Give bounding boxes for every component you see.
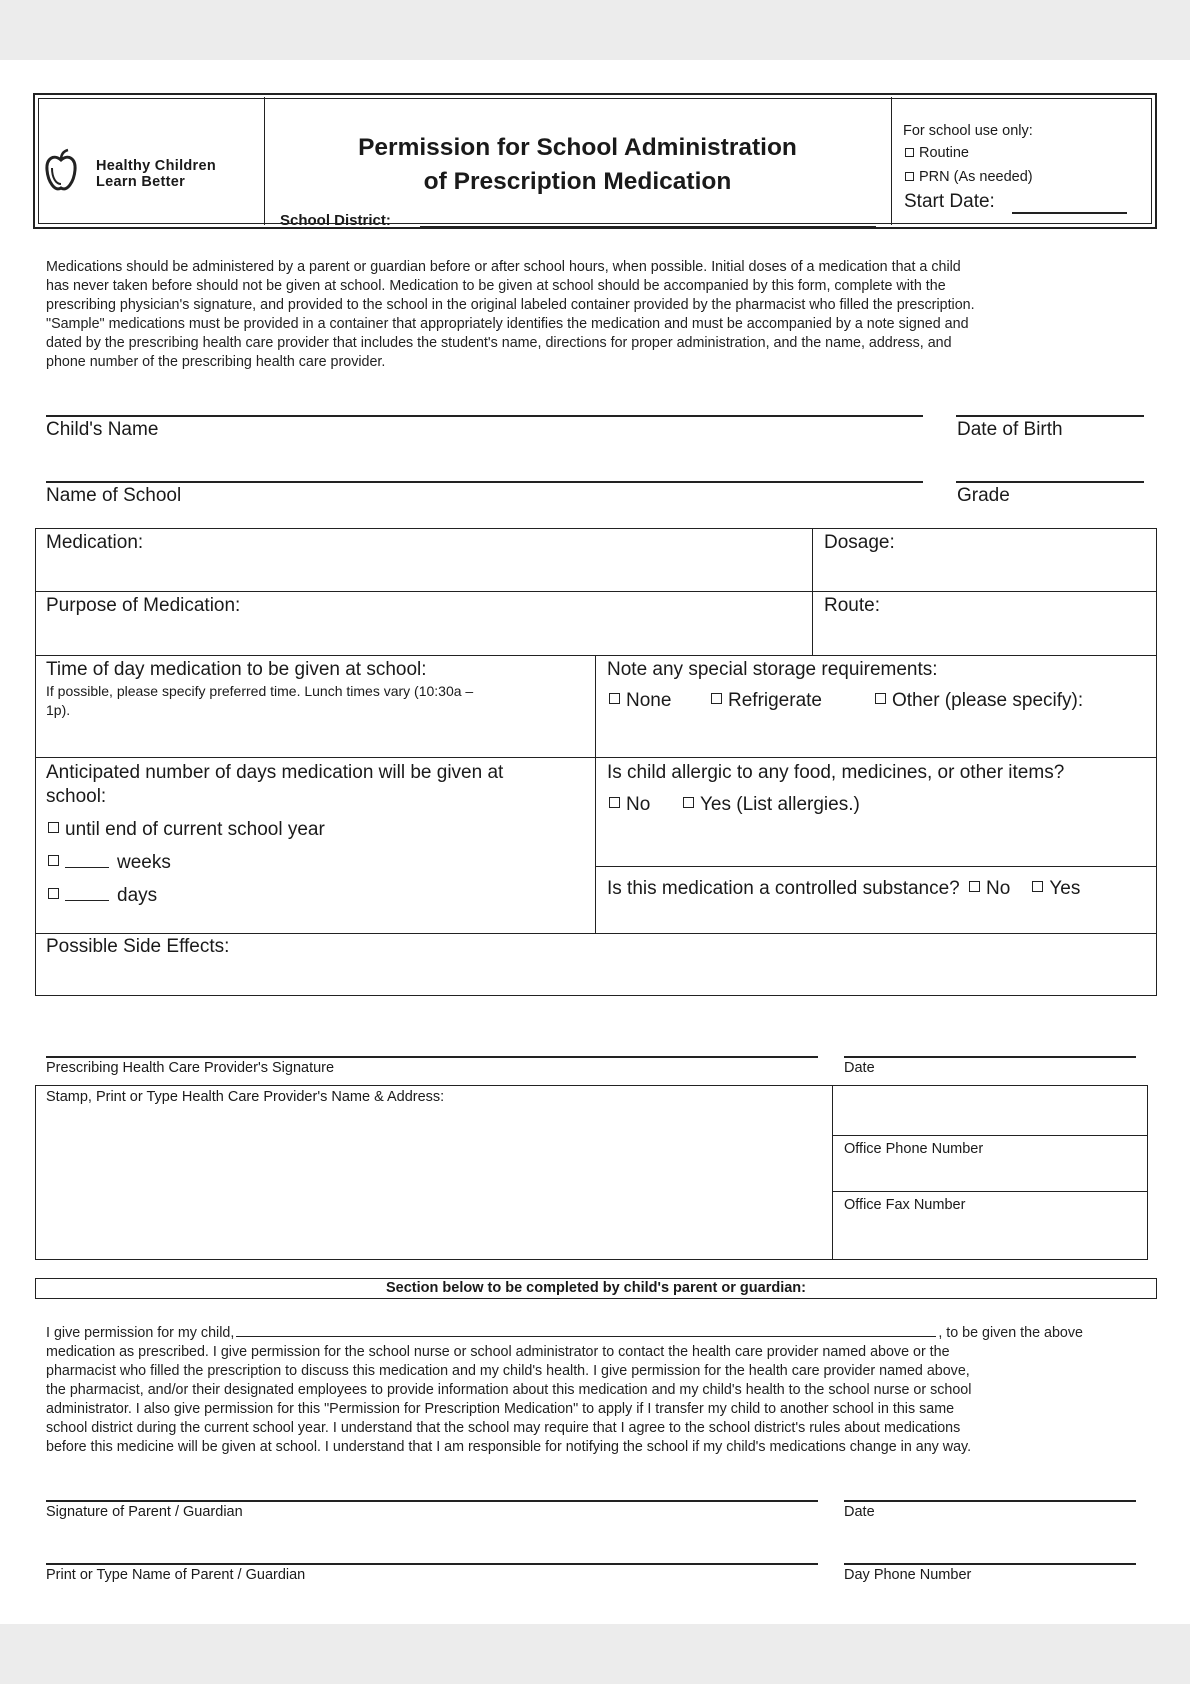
days-weeks-checkbox[interactable] [48, 855, 59, 866]
routine-checkbox[interactable] [905, 148, 914, 157]
form-page [0, 60, 1190, 1624]
guardian-signature-label: Signature of Parent / Guardian [46, 1504, 243, 1520]
logo-text-line2: Learn Better [96, 174, 186, 190]
days-label-line1: Anticipated number of days medication will be given at [46, 762, 504, 783]
controlled-yes-option[interactable]: Yes [1032, 878, 1080, 899]
dob-label: Date of Birth [957, 419, 1063, 440]
office-fax-label: Office Fax Number [844, 1197, 966, 1213]
dosage-label: Dosage: [824, 532, 895, 553]
school-name-label: Name of School [46, 485, 182, 506]
storage-refrigerate-option[interactable]: Refrigerate [711, 690, 822, 712]
controlled-no-option[interactable]: No [969, 878, 1010, 899]
prn-label: PRN (As needed) [919, 169, 1033, 185]
school-name-field[interactable] [46, 481, 923, 483]
allergy-yes-option[interactable]: Yes (List allergies.) [683, 794, 860, 816]
allergy-label: Is child allergic to any food, medicines, or other items? [607, 762, 1065, 783]
guardian-signature-field[interactable] [46, 1500, 818, 1502]
guardian-print-name-label: Print or Type Name of Parent / Guardian [46, 1567, 306, 1583]
start-date-label: Start Date: [904, 191, 995, 212]
controlled-yes-checkbox[interactable] [1032, 881, 1043, 892]
apple-logo-icon [44, 148, 78, 196]
stamp-label: Stamp, Print or Type Health Care Provider's Name & Address: [46, 1089, 445, 1105]
childs-name-field[interactable] [46, 415, 923, 417]
days-days-checkbox[interactable] [48, 888, 59, 899]
provider-signature-field[interactable] [46, 1056, 818, 1058]
storage-label: Note any special storage requirements: [607, 659, 938, 680]
perm-line: medication as prescribed. I give permission for the school nurse or school administrator to contact the health care provider named above or the [46, 1344, 950, 1360]
intro-line: has never taken before should not be given at school. Medication to be given at school should be accompanied by this form, complete with the [46, 278, 946, 294]
purpose-label: Purpose of Medication: [46, 595, 241, 616]
school-use-label: For school use only: [903, 123, 1033, 139]
allergy-yes-checkbox[interactable] [683, 797, 694, 808]
intro-line: Medications should be administered by a parent or guardian before or after school hours, when possible. Initial doses of a medication that a child [46, 259, 961, 275]
prn-checkbox[interactable] [905, 172, 914, 181]
intro-line: prescribing physician's signature, and provided to the school in the original labeled container provided by the pharmacist who filled the prescription. [46, 297, 975, 313]
allergy-no-option[interactable]: No [609, 794, 650, 816]
medication-label: Medication: [46, 532, 144, 553]
permission-paragraph [46, 1324, 1083, 1457]
controlled-label: Is this medication a controlled substance? [607, 878, 960, 899]
days-weeks-option[interactable]: weeks [48, 852, 171, 874]
side-effects-label: Possible Side Effects: [46, 936, 230, 957]
perm-line: administrator. I also give permission for this "Permission for Prescription Medication" to apply if I transfer my child to another school in this same [46, 1401, 955, 1417]
route-label: Route: [824, 595, 880, 616]
guardian-date-field[interactable] [844, 1500, 1136, 1502]
form-title-line1: Permission for School Administration [358, 134, 797, 161]
intro-line: dated by the prescribing health care provider that includes the student's name, directions for proper administration, and the name, address, and [46, 335, 952, 351]
perm-start: I give permission for my child, [46, 1325, 235, 1341]
perm-line: the pharmacist, and/or their designated employees to provide information about this medication and my child's health to the school nurse or school [46, 1382, 972, 1398]
perm-end: , to be given the above [938, 1325, 1083, 1341]
guardian-phone-field[interactable] [844, 1563, 1136, 1565]
controlled-row [607, 878, 1080, 900]
provider-date-field[interactable] [844, 1056, 1136, 1058]
intro-line: "Sample" medications must be provided in a container that appropriately identifies the medication and must be accompanied by a note signed and [46, 316, 969, 332]
days-label-line2: school: [46, 786, 107, 807]
weeks-count-field[interactable] [65, 867, 109, 868]
intro-paragraph [46, 258, 975, 372]
storage-other-option[interactable]: Other (please specify): [875, 690, 1083, 712]
time-label: Time of day medication to be given at school: [46, 659, 427, 680]
allergy-no-checkbox[interactable] [609, 797, 620, 808]
perm-line: pharmacist who filled the prescription to discuss this medication and my child's health. I give permission for the health care provider named above, [46, 1363, 970, 1379]
routine-option[interactable] [905, 145, 969, 161]
logo [44, 148, 254, 198]
school-district-label: School District: [280, 212, 391, 229]
guardian-date-label: Date [844, 1504, 875, 1520]
start-date-field[interactable] [1012, 212, 1127, 214]
prn-option[interactable] [905, 169, 1033, 185]
school-district-field[interactable] [420, 226, 876, 227]
time-note-line2: 1p). [46, 702, 71, 718]
storage-other-checkbox[interactable] [875, 693, 886, 704]
days-days-option[interactable]: days [48, 885, 157, 907]
grade-field[interactable] [956, 481, 1144, 483]
controlled-no-checkbox[interactable] [969, 881, 980, 892]
provider-info-box [35, 1085, 1148, 1260]
days-year-option[interactable]: until end of current school year [48, 819, 325, 841]
intro-line: phone number of the prescribing health care provider. [46, 354, 386, 370]
dob-field[interactable] [956, 415, 1144, 417]
days-year-checkbox[interactable] [48, 822, 59, 833]
perm-line: school district during the current school year. I understand that the school may require that I agree to the school district's rules about medications [46, 1420, 961, 1436]
provider-signature-label: Prescribing Health Care Provider's Signature [46, 1060, 335, 1076]
child-name-permission-field[interactable] [236, 1336, 936, 1337]
office-phone-label: Office Phone Number [844, 1141, 984, 1157]
logo-text-line1: Healthy Children [96, 158, 217, 174]
storage-refrigerate-checkbox[interactable] [711, 693, 722, 704]
days-count-field[interactable] [65, 900, 109, 901]
provider-date-label: Date [844, 1060, 875, 1076]
time-note-line1: If possible, please specify preferred time. Lunch times vary (10:30a – [46, 683, 474, 699]
guardian-phone-label: Day Phone Number [844, 1567, 972, 1583]
guardian-section-title: Section below to be completed by child's parent or guardian: [386, 1280, 806, 1296]
storage-none-option[interactable]: None [609, 690, 671, 712]
routine-label: Routine [919, 145, 969, 161]
childs-name-label: Child's Name [46, 419, 159, 440]
storage-none-checkbox[interactable] [609, 693, 620, 704]
guardian-print-name-field[interactable] [46, 1563, 818, 1565]
grade-label: Grade [957, 485, 1010, 506]
perm-line: before this medicine will be given at school. I understand that I am responsible for notifying the school if my child's medications change in any way. [46, 1439, 972, 1455]
form-title-line2: of Prescription Medication [423, 168, 732, 195]
